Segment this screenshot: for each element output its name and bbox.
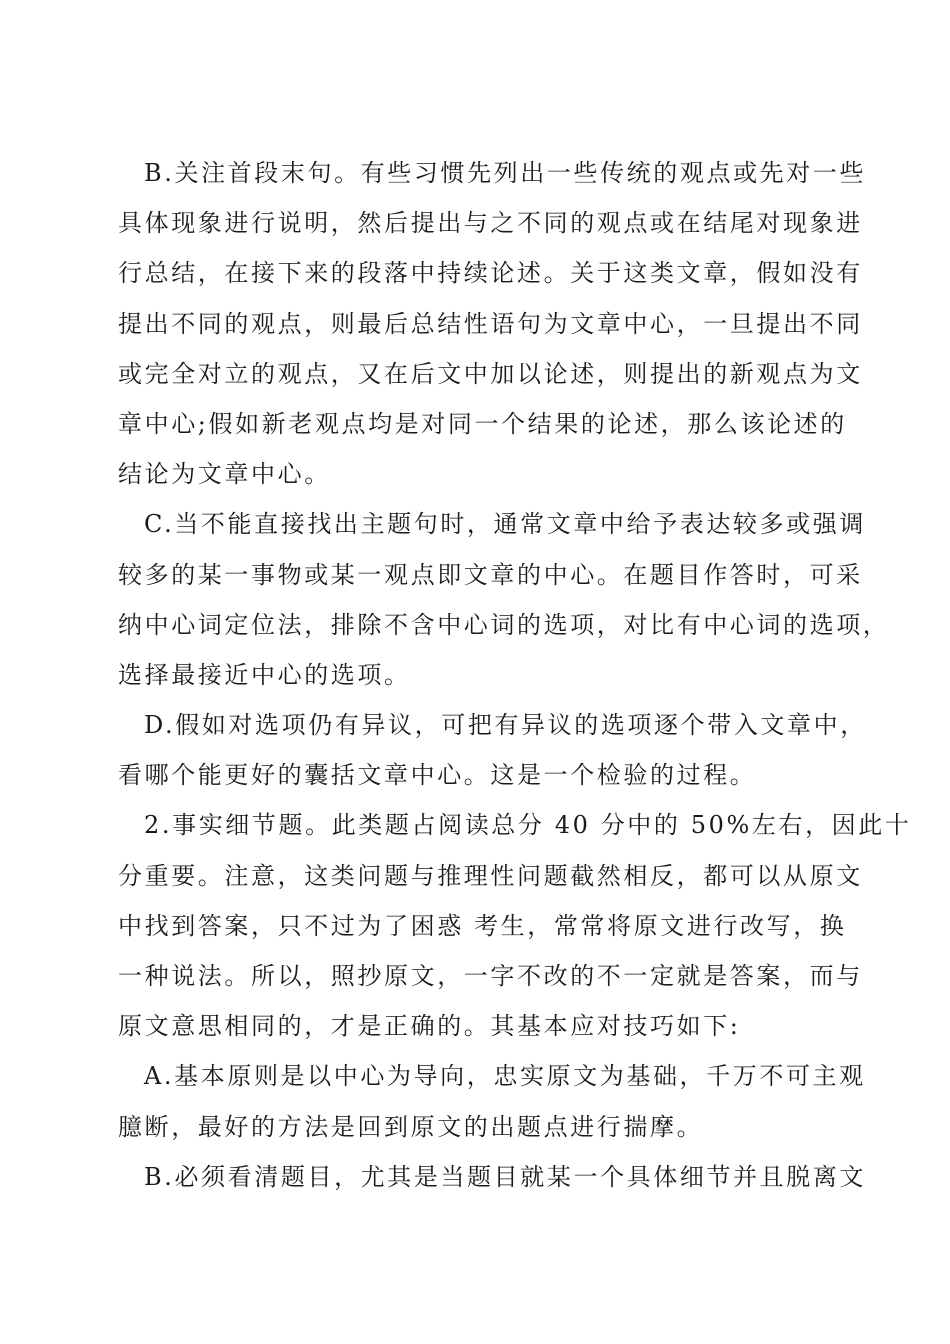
text-line: 较多的某一事物或某一观点即文章的中心。在题目作答时，可采 <box>118 560 863 589</box>
text-line: 看哪个能更好的囊括文章中心。这是一个检验的过程。 <box>118 761 757 790</box>
text-line: 提出不同的观点，则最后总结性语句为文章中心，一旦提出不同 <box>118 309 863 338</box>
text-line: 具体现象进行说明，然后提出与之不同的观点或在结尾对现象进 <box>118 209 863 238</box>
text-line: 一种说法。所以，照抄原文，一字不改的不一定就是答案，而与 <box>118 962 863 990</box>
text-line: D.假如对选项仍有异议，可把有异议的选项逐个带入文章中， <box>144 711 867 740</box>
text-line: 或完全对立的观点，又在后文中加以论述，则提出的新观点为文 <box>118 359 863 388</box>
text-line: 中找到答案，只不过为了困惑 考生，常常将原文进行改写，换 <box>118 911 847 940</box>
text-line: 纳中心词定位法，排除不含中心词的选项，对比有中心词的选项， <box>118 610 890 639</box>
text-line: 分重要。注意，这类问题与推理性问题截然相反，都可以从原文 <box>118 861 863 890</box>
text-line: B.必须看清题目，尤其是当题目就某一个具体细节并且脱离文 <box>144 1162 867 1191</box>
text-line: B.关注首段末句。有些习惯先列出一些传统的观点或先对一些 <box>144 159 867 187</box>
text-line: A.基本原则是以中心为导向，忠实原文为基础，千万不可主观 <box>144 1062 866 1091</box>
text-line: 2.事实细节题。此类题占阅读总分 40 分中的 50%左右，因此十 <box>144 811 912 840</box>
text-line: 行总结，在接下来的段落中持续论述。关于这类文章，假如没有 <box>118 259 863 288</box>
text-line: 结论为文章中心。 <box>118 460 331 489</box>
text-line: 原文意思相同的，才是正确的。其基本应对技巧如下: <box>118 1012 741 1041</box>
text-line: C.当不能直接找出主题句时，通常文章中给予表达较多或强调 <box>144 510 866 539</box>
text-line: 章中心;假如新老观点均是对同一个结果的论述，那么该论述的 <box>118 409 847 438</box>
text-line: 臆断，最好的方法是回到原文的出题点进行揣摩。 <box>118 1112 704 1141</box>
body-text <box>118 148 912 1202</box>
text-line: 选择最接近中心的选项。 <box>118 660 411 689</box>
